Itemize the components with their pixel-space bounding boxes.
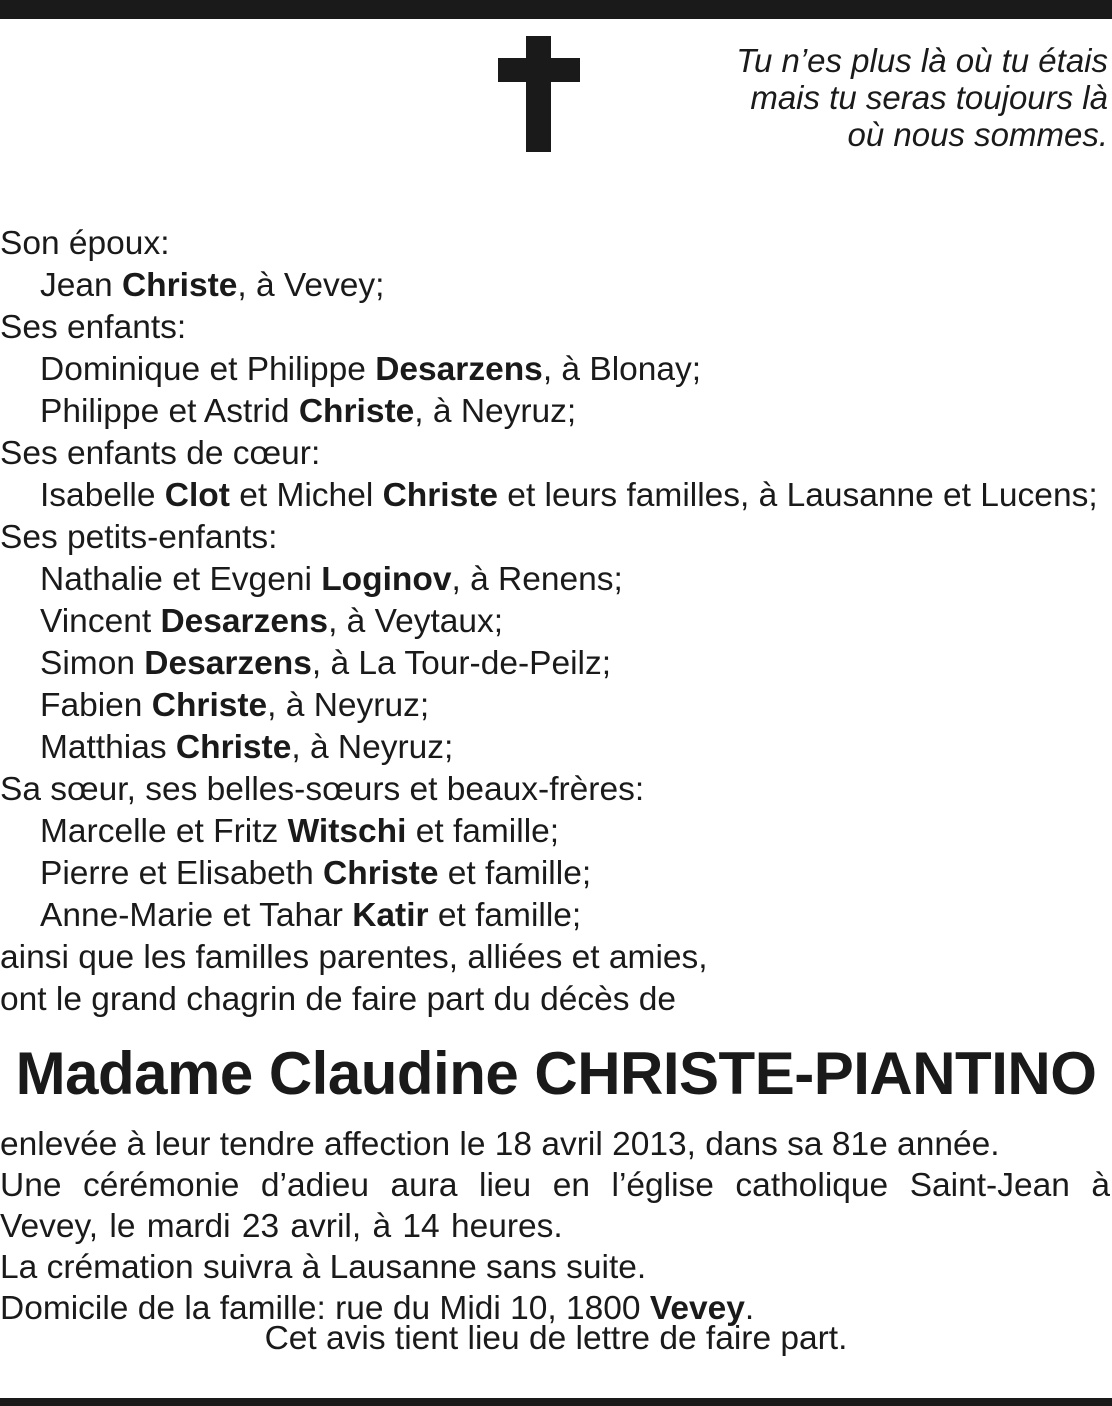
quote-line: Tu n’es plus là où tu étais xyxy=(736,42,1108,79)
bottom-border-rule xyxy=(0,1398,1112,1406)
family-heading-children-of-heart: Ses enfants de cœur: xyxy=(0,435,321,472)
family-member: Vincent Desarzens, à Veytaux; xyxy=(40,603,504,640)
closing-note: Cet avis tient lieu de lettre de faire part. xyxy=(264,1320,848,1357)
family-member: Matthias Christe, à Neyruz; xyxy=(40,729,454,766)
family-member: Pierre et Elisabeth Christe et famille; xyxy=(40,855,592,892)
family-extended-text: ainsi que les familles parentes, alliées et amies, xyxy=(0,939,708,976)
family-list xyxy=(0,223,1110,1021)
family-member: Marcelle et Fritz Witschi et famille; xyxy=(40,813,560,850)
deceased-name: Madame Claudine CHRISTE-PIANTINO xyxy=(15,1040,1097,1107)
family-member: Nathalie et Evgeni Loginov, à Renens; xyxy=(40,561,623,598)
family-member: Anne-Marie et Tahar Katir et famille; xyxy=(40,897,582,934)
family-member: Simon Desarzens, à La Tour-de-Peilz; xyxy=(40,645,612,682)
announcement-intro: ont le grand chagrin de faire part du décès de xyxy=(0,981,677,1018)
family-member: Philippe et Astrid Christe, à Neyruz; xyxy=(40,393,577,430)
family-member: Dominique et Philippe Desarzens, à Blonay; xyxy=(40,351,702,388)
family-heading-siblings: Sa sœur, ses belles-sœurs et beaux-frères: xyxy=(0,771,645,808)
cremation-text: La crémation suivra à Lausanne sans suite. xyxy=(0,1249,647,1286)
quote-line: où nous sommes. xyxy=(847,116,1108,153)
ceremony-text: Une cérémonie d’adieu aura lieu en l’église catholique Saint-Jean à Vevey, le mardi 23 avril, à 14 heures. xyxy=(0,1167,1110,1245)
family-heading-grandchildren: Ses petits-enfants: xyxy=(0,519,278,556)
top-border-rule xyxy=(0,0,1112,19)
ceremony-details xyxy=(0,1124,1110,1329)
family-address: Domicile de la famille: rue du Midi 10, 1800 Vevey. xyxy=(0,1290,755,1327)
family-member: Jean Christe, à Vevey; xyxy=(40,267,385,304)
family-heading-children: Ses enfants: xyxy=(0,309,187,346)
epitaph-quote xyxy=(648,42,1108,153)
death-date-text: enlevée à leur tendre affection le 18 avril 2013, dans sa 81e année. xyxy=(0,1126,1000,1163)
family-member: Fabien Christe, à Neyruz; xyxy=(40,687,430,724)
cross-icon xyxy=(498,36,580,152)
quote-line: mais tu seras toujours là xyxy=(750,79,1108,116)
family-member: Isabelle Clot et Michel Christe et leurs familles, à Lausanne et Lucens; xyxy=(40,477,1098,514)
family-heading-spouse: Son époux: xyxy=(0,225,170,262)
